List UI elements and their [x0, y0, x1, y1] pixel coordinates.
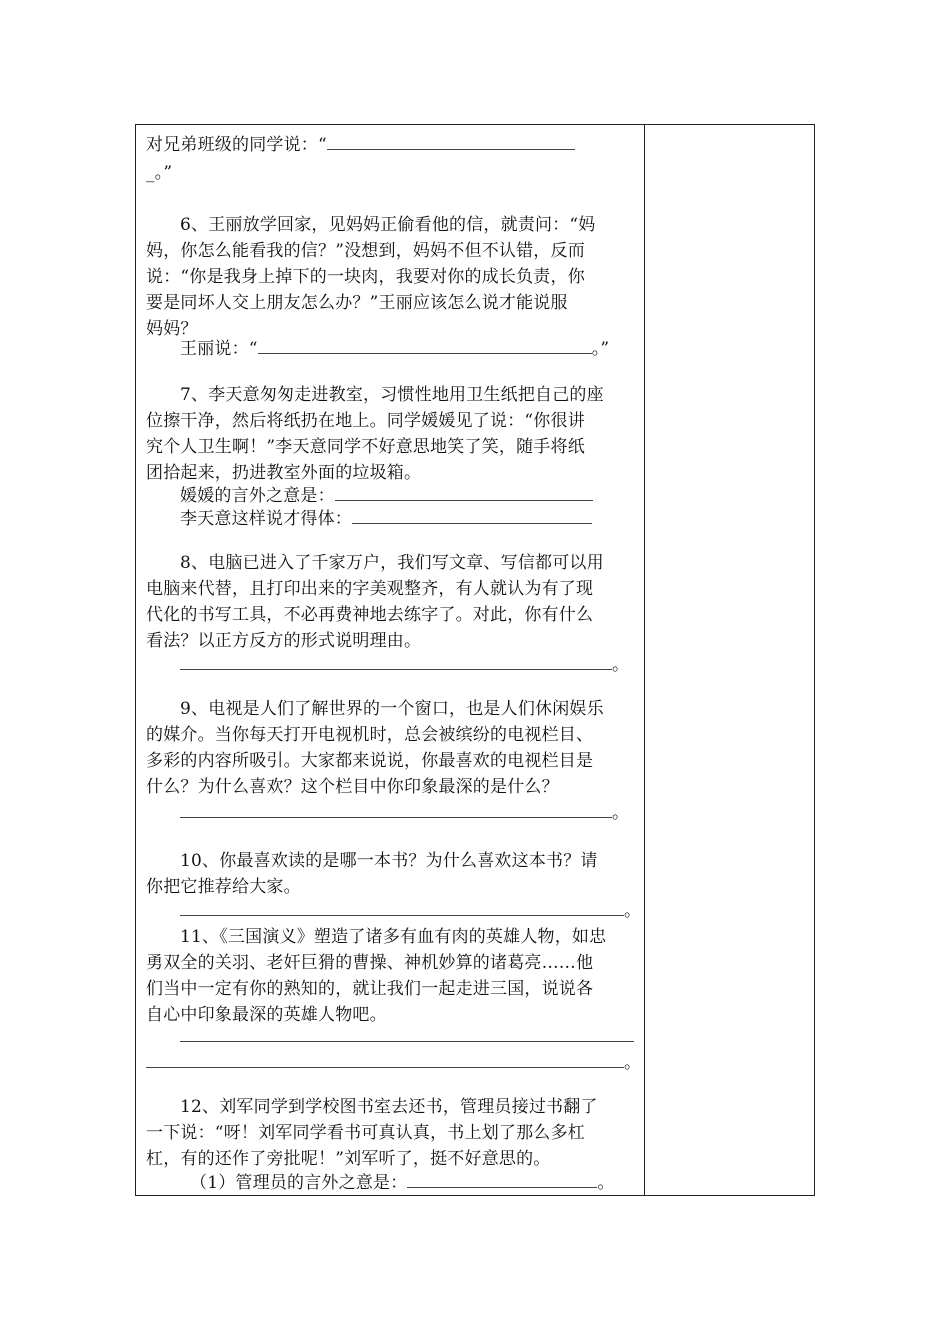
q10-line1: 10、你最喜欢读的是哪一本书？为什么喜欢这本书？请: [180, 851, 598, 871]
q9-answer: 。: [180, 803, 629, 823]
q11-line4: 自心中印象最深的英雄人物吧。: [146, 1005, 387, 1025]
answer-blank[interactable]: [180, 901, 624, 916]
q7-line3: 究个人卫生啊！”李天意同学不好意思地笑了笑，随手将纸: [146, 437, 585, 457]
q7-line4: 团拾起来，扔进教室外面的垃圾箱。: [146, 463, 422, 483]
q11-line1: 11、《三国演义》塑造了诸多有血有肉的英雄人物，如忠: [180, 927, 607, 947]
q6-line2: 妈，你怎么能看我的信？”没想到，妈妈不但不认错，反而: [146, 241, 585, 261]
q12-line1: 12、刘军同学到学校图书室去还书，管理员接过书翻了: [180, 1097, 598, 1117]
q7-line1: 7、李天意匆匆走进教室，习惯性地用卫生纸把自己的座: [180, 385, 604, 405]
answer-blank[interactable]: [335, 486, 593, 501]
answer-blank[interactable]: [258, 339, 592, 354]
answer-blank[interactable]: [180, 1027, 634, 1042]
answer-blank[interactable]: [407, 1173, 597, 1188]
questions-column: [136, 125, 644, 1195]
q10-line2: 你把它推荐给大家。: [146, 877, 301, 897]
notes-column: [645, 125, 814, 1195]
answer-blank[interactable]: [146, 1053, 624, 1068]
q9-line2: 的媒介。当你每天打开电视机时，总会被缤纷的电视栏目、: [146, 725, 594, 745]
q7-answer1: 媛媛的言外之意是：: [180, 486, 593, 506]
q5-line2: _。”: [146, 163, 173, 183]
answer-blank[interactable]: [180, 803, 612, 818]
q7-line2: 位擦干净，然后将纸扔在地上。同学媛媛见了说：“你很讲: [146, 411, 585, 431]
q10-answer: 。: [180, 901, 641, 921]
answer-blank[interactable]: [327, 135, 575, 150]
answer-blank[interactable]: [180, 655, 612, 670]
q8-line2: 电脑来代替，且打印出来的字美观整齐，有人就认为有了现: [146, 579, 594, 599]
q12-answer1: （1）管理员的言外之意是： 。: [190, 1173, 615, 1193]
q8-answer: 。: [180, 655, 629, 675]
q12-line3: 杠，有的还作了旁批呢！”刘军听了，挺不好意思的。: [146, 1149, 551, 1169]
q9-line3: 多彩的内容所吸引。大家都来说说，你最喜欢的电视栏目是: [146, 751, 594, 771]
q6-line4: 要是同坏人交上朋友怎么办？”王丽应该怎么说才能说服: [146, 293, 568, 313]
q11-line2: 勇双全的关羽、老奸巨猾的曹操、神机妙算的诸葛亮……他: [146, 953, 594, 973]
q11-answer2: 。: [146, 1053, 641, 1073]
q6-line5: 妈妈？: [146, 319, 198, 339]
q12-line2: 一下说：“呀！刘军同学看书可真认真，书上划了那么多杠: [146, 1123, 585, 1143]
q6-line1: 6、王丽放学回家，见妈妈正偷看他的信，就责问：“妈: [180, 215, 596, 235]
q8-line3: 代化的书写工具，不必再费神地去练字了。对此，你有什么: [146, 605, 594, 625]
q11-answer1: [180, 1027, 634, 1047]
worksheet-table: [135, 124, 815, 1196]
q8-line4: 看法？以正方反方的形式说明理由。: [146, 631, 422, 651]
q11-line3: 们当中一定有你的熟知的，就让我们一起走进三国，说说各: [146, 979, 594, 999]
q9-line4: 什么？为什么喜欢？这个栏目中你印象最深的是什么？: [146, 777, 559, 797]
q6-answer: 王丽说：“ 。”: [180, 339, 610, 359]
q9-line1: 9、电视是人们了解世界的一个窗口，也是人们休闲娱乐: [180, 699, 604, 719]
q5-line1: 对兄弟班级的同学说：“: [146, 135, 575, 155]
answer-blank[interactable]: [352, 509, 592, 524]
q7-answer2: 李天意这样说才得体：: [180, 509, 592, 529]
q6-line3: 说：“你是我身上掉下的一块肉，我要对你的成长负责，你: [146, 267, 585, 287]
q8-line1: 8、电脑已进入了千家万户，我们写文章、写信都可以用: [180, 553, 604, 573]
